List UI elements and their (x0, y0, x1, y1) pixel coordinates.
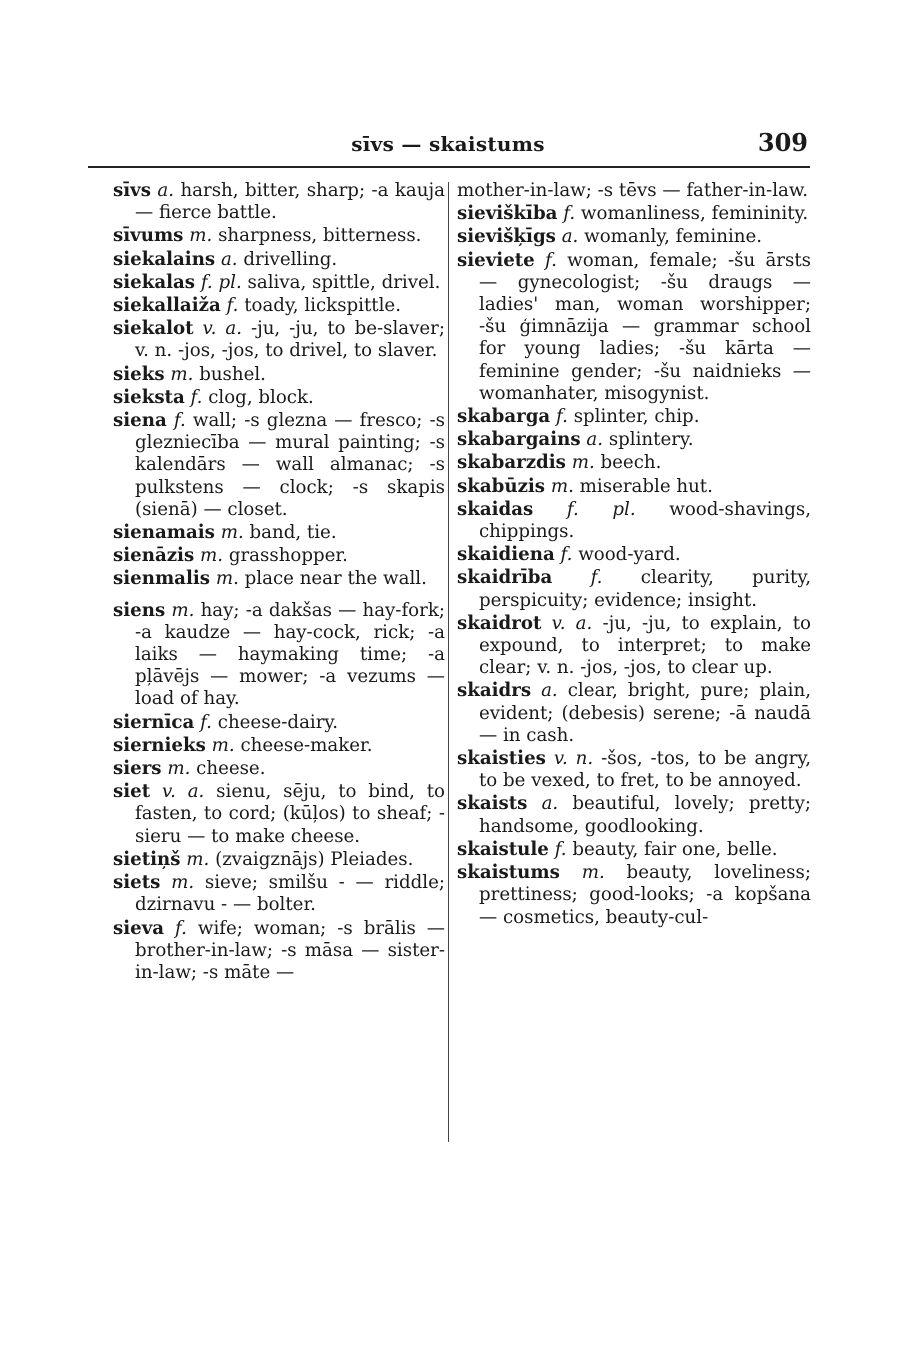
entry-definition: sienu, sēju, to bind, to fasten, to cord; (kūļos) to sheaf; - sieru — to make cheese. (135, 781, 445, 847)
dictionary-entry (113, 781, 445, 848)
entry-part-of-speech: f. (173, 410, 186, 432)
entry-definition: beauty, fair one, belle. (572, 838, 778, 860)
dictionary-entry (457, 613, 811, 680)
entry-definition: wood-shavings, chippings. (479, 498, 811, 543)
entry-part-of-speech: m. (189, 225, 213, 247)
entry-part-of-speech: m. (171, 599, 195, 621)
entry-part-of-speech: m. (167, 758, 191, 780)
entry-part-of-speech: f. (590, 567, 603, 589)
dictionary-entry (113, 295, 445, 317)
entry-part-of-speech: a. (220, 248, 238, 270)
entry-definition: wood-yard. (578, 544, 681, 566)
page-number: 309 (757, 128, 808, 157)
dictionary-entry (113, 758, 445, 780)
entry-part-of-speech: m. (220, 522, 244, 544)
dictionary-entry (113, 712, 445, 734)
dictionary-entry (457, 567, 811, 611)
entry-definition: beautiful, lovely; pretty; handsome, goodlooking. (479, 793, 811, 837)
entry-part-of-speech: m. (170, 363, 194, 385)
entry-part-of-speech: f. (190, 386, 203, 408)
dictionary-entry (113, 918, 445, 985)
entry-definition: band, tie. (249, 522, 337, 544)
entry-headword: skaidiena (457, 544, 555, 566)
entry-definition: toady, lickspittle. (244, 295, 401, 317)
entry-definition: wife; woman; -s brālis — brother-in-law; -s māsa — sister-in-law; -s māte — (135, 917, 445, 983)
entry-definition: harsh, bitter, sharp; -a kauja — fierce battle. (135, 180, 445, 224)
entry-part-of-speech: a. (157, 180, 175, 201)
entry-headword: skaistums (457, 862, 560, 884)
entry-part-of-speech: m. (215, 568, 239, 590)
dictionary-entry (457, 476, 811, 498)
entry-definition: place near the wall. (244, 568, 427, 590)
dictionary-entry (457, 499, 811, 543)
entry-headword: sieviete (457, 249, 535, 271)
dictionary-entry (457, 203, 811, 225)
entry-headword: sieva (113, 917, 165, 939)
dictionary-entry (113, 872, 445, 916)
dictionary-entry (113, 735, 445, 757)
entry-part-of-speech: m. (200, 545, 224, 567)
entry-part-of-speech: a. (541, 680, 558, 702)
entry-definition: clear, bright, pure; plain, evident; (debesis) serene; -ā naudā — in cash. (479, 680, 811, 746)
entry-part-of-speech: f. (560, 544, 573, 566)
dictionary-entry (113, 318, 445, 362)
entry-part-of-speech: v. n. (553, 748, 594, 770)
entry-part-of-speech: m. (571, 452, 595, 474)
entry-part-of-speech: f. (226, 295, 239, 317)
entry-definition: cheese-maker. (240, 734, 373, 756)
entry-headword: sīvs (113, 180, 151, 201)
dictionary-entry (457, 839, 811, 861)
dictionary-entry (457, 429, 811, 451)
dictionary-entry (457, 226, 811, 248)
column-divider (448, 182, 449, 1142)
dictionary-entry (457, 250, 811, 405)
entry-spacer (113, 592, 445, 600)
dictionary-entry (457, 793, 811, 837)
entry-headword: siekstа (113, 386, 185, 408)
dictionary-entry (457, 862, 811, 929)
entry-part-of-speech: v. a. (551, 612, 593, 634)
entry-part-of-speech: v. a. (202, 318, 242, 340)
entry-definition: drivelling. (243, 248, 338, 270)
entry-definition: cheese-dairy. (217, 711, 339, 733)
entry-headword: sietiņš (113, 848, 181, 870)
dictionary-entry (113, 180, 445, 224)
dictionary-entry (113, 387, 445, 409)
dictionary-entry (457, 748, 811, 792)
entry-definition: woman, female; -šu ārsts — gynecologist; -šu draugs — ladies' man, woman worshipper; -šu ģimnāzija — grammar school for young ladies; -šu kārta — feminine gender; -šu naidnieks — womanhater, misogynist. (479, 249, 811, 404)
dictionary-entry (457, 680, 811, 747)
entry-headword: skaidrība (457, 567, 553, 589)
entry-headword: sienmalis (113, 568, 211, 590)
entry-definition: -ju, -ju, to explain, to expound, to interpret; to make clear; v. n. -jos, -jos, to clear up. (479, 612, 811, 679)
dictionary-entry (457, 544, 811, 566)
dictionary-entry (457, 452, 811, 474)
entry-headword: siekallaiža (113, 295, 221, 317)
entry-definition: wall; -s glezna — fresco; -s glezniecība — mural painting; -s kalendārs — wall almanac; -s pulkstens — clock; -s skapis (sienā) — closet. (135, 410, 445, 520)
entry-part-of-speech: m. (581, 862, 605, 884)
entry-part-of-speech: m. (186, 848, 210, 870)
entry-headword: skaistule (457, 838, 549, 860)
dictionary-entry (113, 600, 445, 711)
left-column (113, 180, 445, 985)
dictionary-entry (113, 364, 445, 386)
entry-definition: sharpness, bitterness. (218, 225, 422, 247)
entry-headword: sieviškība (457, 203, 558, 225)
entry-definition: sieve; smilšu - — riddle; dzirnavu - — bolter. (135, 872, 445, 916)
entry-headword: skaidrs (457, 680, 532, 702)
entry-definition: womanliness, femininity. (580, 203, 809, 225)
entry-part-of-speech: a. (541, 793, 559, 815)
entry-definition: beech. (600, 452, 662, 474)
entry-headword: sienāzis (113, 545, 195, 567)
dictionary-entry (113, 849, 445, 871)
entry-part-of-speech: a. (561, 226, 579, 248)
dictionary-entry (457, 180, 811, 202)
entry-headword: skaidrot (457, 612, 542, 634)
entry-part-of-speech: f. (200, 711, 212, 733)
dictionary-entry (113, 522, 445, 544)
entry-headword: siekalains (113, 248, 216, 270)
entry-headword: siekalas (113, 271, 196, 293)
entry-headword: skabarzdis (457, 452, 566, 474)
entry-definition: -šos, -tos, to be angry, to be vexed, to fret, to be annoyed. (479, 748, 811, 792)
entry-definition: grasshopper. (228, 545, 348, 567)
entry-headword: siens (113, 599, 166, 621)
entry-definition: womanly, feminine. (584, 226, 763, 248)
entry-part-of-speech: f. pl. (200, 271, 242, 293)
entry-definition: clearity, purity, perspicuity; evidence; insight. (479, 567, 811, 611)
entry-definition: beauty, loveliness; prettiness; good-looks; -a kopšana — cosmetics, beauty-cul- (479, 862, 811, 928)
entry-part-of-speech: f. (554, 838, 567, 860)
entry-part-of-speech: f. (175, 917, 187, 939)
running-head: sīvs — skaistums (351, 132, 545, 156)
entry-definition: hay; -a dakšas — hay-fork; -a kaudze — hay-cock, rick; -a laiks — haymaking time; -a pļāvējs — mower; -a vezums — load of hay. (135, 599, 445, 710)
entry-headword: skabargains (457, 429, 581, 451)
dictionary-entry (113, 568, 445, 590)
entry-definition: -ju, -ju, to be-slaver; v. n. -jos, -jos, to drivel, to slaver. (135, 318, 445, 362)
entry-part-of-speech: f. (556, 406, 568, 428)
entry-headword: skabarga (457, 406, 551, 428)
entry-headword: siers (113, 758, 162, 780)
right-column (457, 180, 811, 930)
entry-headword: siet (113, 781, 151, 803)
dictionary-entry (113, 249, 445, 271)
entry-part-of-speech: f. (563, 203, 576, 225)
entry-part-of-speech: f. pl. (566, 498, 636, 520)
entry-headword: siena (113, 410, 167, 432)
dictionary-entry (113, 545, 445, 567)
entry-headword: sieks (113, 363, 165, 385)
entry-headword: sievišķīgs (457, 226, 556, 248)
dictionary-entry (113, 225, 445, 247)
entry-definition: saliva, spittle, drivel. (247, 271, 441, 293)
entry-headword: siernīca (113, 711, 195, 733)
entry-definition: splintery. (608, 429, 694, 451)
entry-headword: siets (113, 872, 161, 894)
entry-definition: bushel. (199, 363, 266, 385)
dictionary-entry (457, 406, 811, 428)
dictionary-entry (113, 272, 445, 294)
page-header (88, 128, 808, 164)
entry-part-of-speech: f. (545, 249, 557, 271)
dictionary-entry (113, 410, 445, 521)
entry-definition: mother-in-law; -s tēvs — father-in-law. (457, 180, 809, 201)
entry-part-of-speech: m. (171, 872, 195, 894)
entry-headword: siekalot (113, 318, 194, 340)
entry-definition: splinter, chip. (573, 406, 700, 428)
entry-part-of-speech: a. (586, 429, 604, 451)
entry-definition: (zvaigznājs) Pleiades. (215, 848, 414, 870)
entry-definition: cheese. (196, 758, 266, 780)
entry-part-of-speech: m. (211, 734, 235, 756)
entry-part-of-speech: v. a. (161, 781, 205, 803)
entry-headword: skabūzis (457, 475, 546, 497)
entry-headword: sīvums (113, 225, 184, 247)
entry-part-of-speech: m. (550, 475, 574, 497)
entry-headword: siernieks (113, 734, 206, 756)
entry-definition: miserable hut. (579, 475, 713, 497)
entry-headword: skaisties (457, 748, 546, 770)
entry-headword: sienamais (113, 522, 215, 544)
entry-headword: skaidas (457, 498, 534, 520)
header-rule (88, 166, 810, 168)
entry-headword: skaists (457, 793, 528, 815)
entry-definition: clog, block. (208, 386, 314, 408)
